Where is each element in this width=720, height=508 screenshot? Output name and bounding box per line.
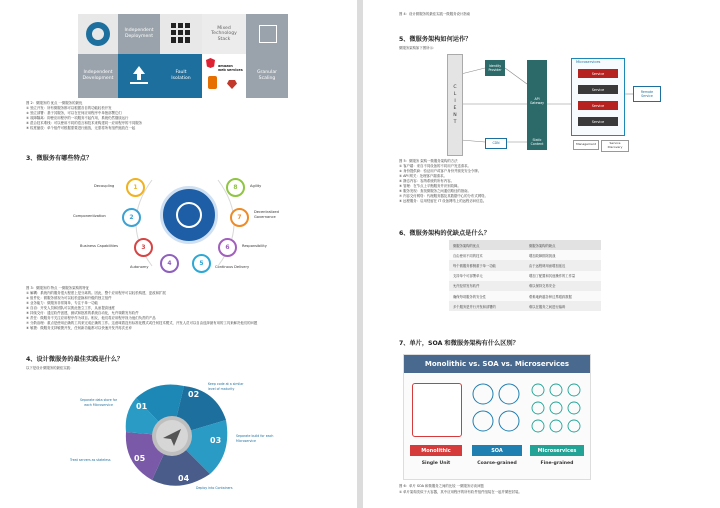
table-row <box>449 260 601 270</box>
feature-label-delivery: Continous Delivery <box>215 265 250 269</box>
fig2-note-4: ④ 混合技术堆栈：可以使用不同的语言和技术来构建同一应用程序的不同服务 <box>26 121 143 125</box>
monolithic-label: Monolithic <box>410 445 462 456</box>
microservices-sub: Fine-grained <box>540 461 574 466</box>
fig3-note-7: ⑦ 分散治理：重点是使用正确的工具来完成正确的工作。这意味着没有标准化模式或任何技术模式，开发人员可以自由选择最有用的工具来解决他们的问题 <box>26 321 258 325</box>
tile-scale-arrow <box>246 14 288 54</box>
section4-title: 4、设计微服务的最佳实践是什么？ <box>26 356 124 363</box>
api-gateway-box: API Gateway <box>527 60 547 142</box>
tile-independent-deployment: Independent Deployment <box>118 14 160 54</box>
header-line: 图 4：设计微服务的最佳实践一微服务设计指南 <box>399 12 471 16</box>
feature-label-decoupling: Decoupling <box>94 184 115 188</box>
table-cell: 自由使用不同的技术 <box>449 250 525 260</box>
architecture-diagram <box>445 54 665 156</box>
table-cell: 微服务架构的优点 <box>449 240 525 250</box>
client-label: C L I E N T <box>453 85 457 125</box>
fig3-note-8: ⑧ 敏捷：微服务支持敏捷开发，任何新功能都可以快速开发并再次丢弃 <box>26 326 132 330</box>
benefits-figure <box>78 14 288 98</box>
petal-num-05: 05 <box>134 454 146 463</box>
fig6-note: ① 单片架构类似于大容器，其中应用程序的所有软件组件组装在一起并紧密封装。 <box>399 490 522 494</box>
table-cell: 多个服务是并行开发和部署的 <box>449 301 525 311</box>
fig3-note-1: ① 解耦：系统内的服务很大程度上是分离的。因此，整个应用程序可以轻松构建，更改和扩展 <box>26 291 166 295</box>
angular-icon <box>206 58 215 68</box>
table-row <box>449 281 601 291</box>
monolithic-sub: Single Unit <box>421 461 451 466</box>
java-icon <box>208 76 217 89</box>
table-header-row <box>449 240 601 250</box>
feature-label-autonomy: Autonomy <box>130 265 149 269</box>
section5-subtitle: 微服务架构如下图所示： <box>399 46 437 50</box>
practice-label-5: Treat servers as stateless <box>70 458 111 462</box>
grid-icon <box>171 23 191 43</box>
table-cell: 增加了配置和其他操作的工作量 <box>525 271 601 281</box>
practice-label-3: Separate build for each Microservice <box>236 434 274 443</box>
fig3-note-3: ③ 业务能力：微服务非常简单，专注于单一功能 <box>26 301 98 305</box>
table-cell: 微服务架构的缺点 <box>525 240 601 250</box>
petal-num-03: 03 <box>210 436 222 445</box>
section7-title: 7、单片，SOA 和微服务架构有什么区别？ <box>399 340 519 347</box>
microservices-label: Microservices <box>530 445 584 456</box>
fig5-note-1: ① 客户端：来自不同设备的不同用户发送请求。 <box>399 164 471 168</box>
soa-sub: Coarse-grained <box>477 461 517 466</box>
architecture-comparison <box>403 354 591 480</box>
feature-circle-1: 1 <box>126 178 145 197</box>
fig6-caption: 图 6：单片 SOA 和微服务之间的比较 一微服务访谈问题 <box>399 484 484 488</box>
practices-diagram <box>60 376 300 502</box>
fig2-note-5: ⑤ 粒度缩放：单个组件可根据需要进行缩放，无需将所有组件缩放在一起 <box>26 126 136 130</box>
fig5-note-2: ② 身份提供商：验证用户或客户身份并颁发安全令牌。 <box>399 169 482 173</box>
network-icon <box>176 202 202 228</box>
table-cell: 增加故障排除挑战 <box>525 250 601 260</box>
fig2-note-2: ② 独立部署：基于其服务，可以在任何应用程序中单独部署它们 <box>26 111 122 115</box>
feature-circle-7: 7 <box>230 208 249 227</box>
tile-gears <box>78 14 118 54</box>
table-cell: 确保每项服务的安全性 <box>449 291 525 301</box>
fig2-caption: 图 2：微服务的 优点 一微服务的最优 <box>26 101 83 105</box>
fig5-note-5: ⑤ 管理：在节点上平衡服务并识别故障。 <box>399 184 461 188</box>
management-box: Management <box>573 140 599 150</box>
fig5-note-7: ⑦ 内容交付网络：代理服务器及其数据中心的分布式网络。 <box>399 194 488 198</box>
practice-label-4: Deploy into Containers <box>196 486 233 490</box>
table-cell: 由于远程调用而增加延迟 <box>525 260 601 270</box>
section5-title: 5、微服务架构如何运作？ <box>399 36 472 43</box>
table-cell: 支持单个可部署单元 <box>449 271 525 281</box>
arch-connectors <box>445 54 665 156</box>
microservices-title: Microservices <box>576 60 601 64</box>
comparison-title: Monolithic vs. SOA vs. Microservices <box>404 355 590 373</box>
section3-title: 3、微服务有哪些特点？ <box>26 155 93 162</box>
client-box <box>447 54 463 156</box>
fig3-note-6: ⑥ 责任：微服务不关注应用程序作为项目。相反，他们将应用程序视为他们负责的产品 <box>26 316 156 320</box>
monolithic-block <box>412 383 462 437</box>
service-2: Service <box>578 85 618 94</box>
table-cell: 难以在服务之间进行编码 <box>525 301 601 311</box>
upload-icon <box>133 66 145 74</box>
resize-icon <box>259 25 277 43</box>
section6-title: 6、微服务架构的优缺点是什么？ <box>399 230 490 237</box>
soa-label: SOA <box>472 445 522 456</box>
fig3-note-5: ⑤ 持续交付：通过软件创建，测试和批准的系统自动化，允许频繁发布软件 <box>26 311 139 315</box>
fig5-caption: 图 5：微服务 架构一微服务架构的方法 <box>399 159 458 163</box>
feature-label-componentization: Componentization <box>73 214 106 218</box>
micro-circles <box>530 381 586 437</box>
feature-circle-5: 5 <box>192 254 211 273</box>
practice-label-2: Keep code at a similar level of maturity <box>208 382 244 391</box>
amazon-logo: amazon web services <box>218 64 243 72</box>
soa-circles <box>470 381 522 437</box>
cdn-box: CDN <box>485 138 507 149</box>
features-diagram <box>60 168 310 278</box>
table-row <box>449 291 601 301</box>
tile-upload <box>118 54 160 98</box>
practice-label-1: Separate data store for each Microservice <box>80 398 118 407</box>
ruby-icon <box>227 80 237 89</box>
table-row <box>449 301 601 311</box>
left-page <box>0 0 357 508</box>
fig5-note-4: ④ 静态内容：容纳系统的所有内容。 <box>399 179 454 183</box>
fig3-note-4: ④ 自治：开发人员和团队可以彼此独立工作，从而提高速度 <box>26 306 115 310</box>
feature-circle-4: 4 <box>160 254 179 273</box>
remote-service-box: Remote Service <box>633 86 661 102</box>
petal-num-04: 04 <box>178 474 190 483</box>
microservices-group <box>571 58 625 136</box>
identity-provider-box: Identity Provider <box>485 60 505 76</box>
feature-circle-3: 3 <box>134 238 153 257</box>
table-row <box>449 250 601 260</box>
tile-grid <box>160 14 202 54</box>
section4-subtitle: 以下是设计微服务的最佳实践： <box>26 366 74 370</box>
fig3-note-2: ② 组件化：微服务被视为可以轻松更换和升级的独立组件 <box>26 296 112 300</box>
feature-label-responsibility: Responsibility <box>242 244 267 248</box>
petal-num-02: 02 <box>188 390 200 399</box>
table-cell: 允许经常发布软件 <box>449 281 525 291</box>
fig5-note-8: ⑧ 远程服务：启用驻留在 IT 设备网络上的远程访问信息。 <box>399 199 487 203</box>
feature-label-business: Business Capabilities <box>80 244 118 248</box>
fig2-note-1: ① 独立开发：所有微服务都可以根据各自的功能轻松开发 <box>26 106 112 110</box>
service-1: Service <box>578 69 618 78</box>
feature-label-governance: Decentralized Governance <box>254 210 279 219</box>
table-cell: 每个微服务都侧重于单一功能 <box>449 260 525 270</box>
tile-independent-development: Independent Development <box>78 54 118 98</box>
fig2-note-3: ③ 故障隔离：即使应用程序的一项服务不起作用，系统仍然继续运行 <box>26 116 129 120</box>
tile-mixed-tech: Mixed Technology Stack <box>202 14 246 54</box>
feature-circle-6: 6 <box>218 238 237 257</box>
feature-circle-8: 8 <box>226 178 245 197</box>
service-3: Service <box>578 101 618 110</box>
tile-fault-isolation: Fault Isolation <box>160 54 202 98</box>
table-cell: 艰难地跨越各种边界跟踪数据 <box>525 291 601 301</box>
static-content-box: Static Content <box>527 134 547 150</box>
tile-tech-logos <box>202 54 246 98</box>
tile-granular-scaling: Granular Scaling <box>246 54 288 98</box>
service-discovery-box: Service Discovery <box>601 140 629 152</box>
fig5-note-3: ③ API 网关：处理客户端请求。 <box>399 174 447 178</box>
fig5-note-6: ⑥ 服务发现：查找微服务之间通信路径的指南。 <box>399 189 471 193</box>
table-cell: 难以保持交易安全 <box>525 281 601 291</box>
right-page <box>363 0 720 508</box>
feature-label-agility: Agility <box>250 184 262 188</box>
pros-cons-table <box>449 240 601 311</box>
table-row <box>449 271 601 281</box>
fig3-caption: 图 3：微服务的 特点 一微服务架构的特征 <box>26 286 90 290</box>
center-hub <box>160 186 218 244</box>
service-4: Service <box>578 117 618 126</box>
feature-circle-2: 2 <box>122 208 141 227</box>
petal-num-01: 01 <box>136 402 148 411</box>
